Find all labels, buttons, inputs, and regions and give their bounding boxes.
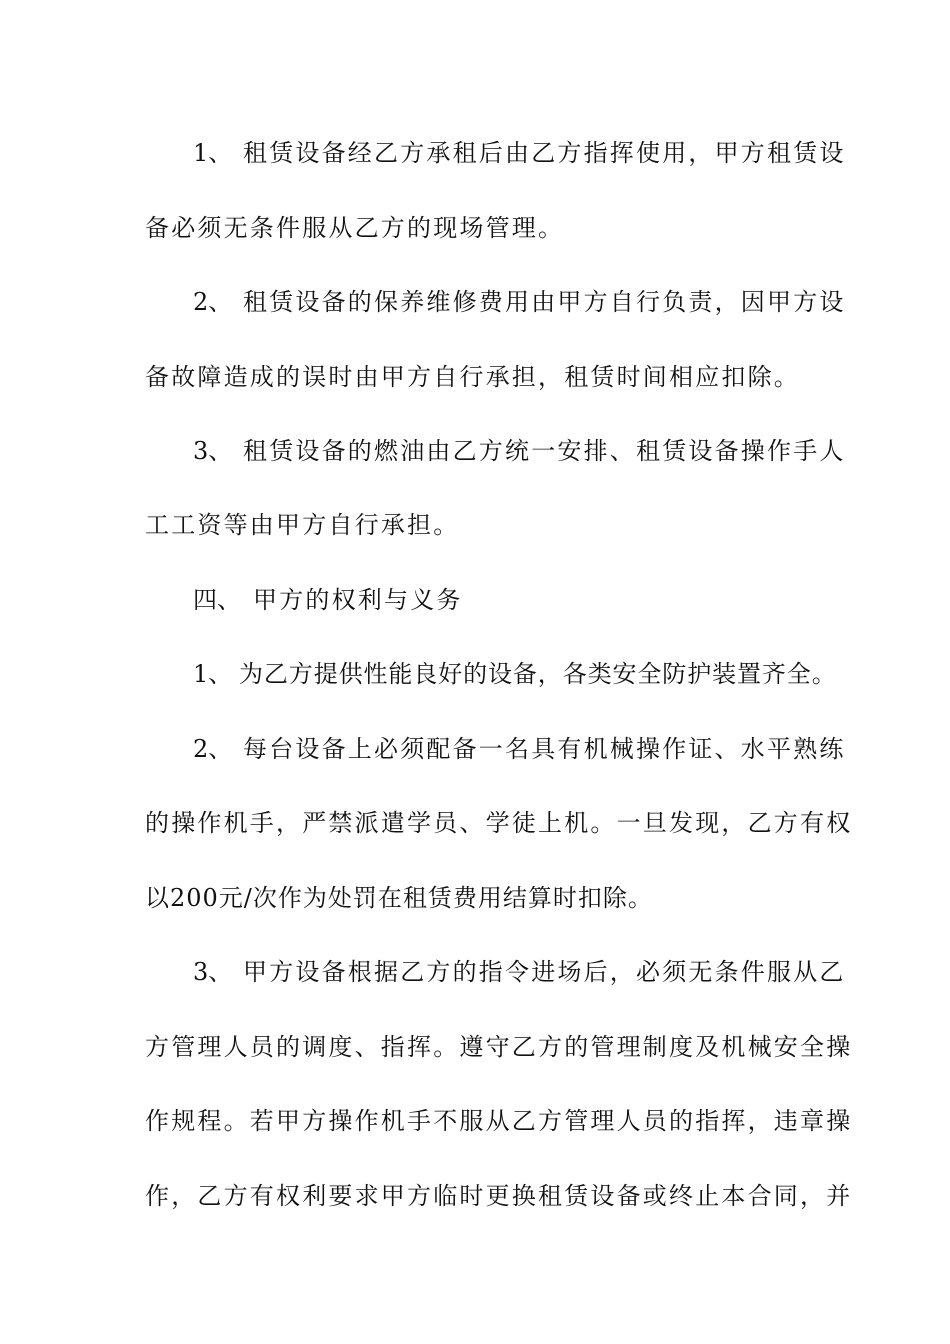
clause-3-2-line-2 <box>145 357 805 397</box>
section-4-heading <box>193 580 805 620</box>
clause-text: 租赁设备的保养维修费用由甲方自行负责，因甲方设 <box>243 288 846 316</box>
clause-4-1-line-1 <box>193 654 837 694</box>
clause-text: 为乙方提供性能良好的设备，各类安全防护装置齐全。 <box>239 660 837 688</box>
clause-3-1-line-2 <box>145 208 805 248</box>
clause-4-2-line-2 <box>145 803 853 843</box>
clause-text: 以200元/次作为处罚在租赁费用结算时扣除。 <box>145 884 653 912</box>
clause-number: 2、 <box>193 735 233 763</box>
clause-text: 每台设备上必须配备一名具有机械操作证、水平熟练 <box>243 735 846 763</box>
clause-4-3-line-2 <box>145 1027 853 1067</box>
clause-text: 工工资等由甲方自行承担。 <box>145 511 460 539</box>
clause-3-3-line-1 <box>193 431 846 471</box>
clause-number: 3、 <box>193 437 233 465</box>
clause-text: 备故障造成的误时由甲方自行承担，租赁时间相应扣除。 <box>145 363 800 391</box>
clause-number: 2、 <box>193 288 233 316</box>
section-title: 甲方的权利与义务 <box>253 586 463 614</box>
clause-text: 作规程。若甲方操作机手不服从乙方管理人员的指挥，违章操 <box>145 1107 853 1135</box>
clause-4-3-line-1 <box>193 952 846 992</box>
clause-4-3-line-4 <box>145 1176 853 1216</box>
clause-3-1-line-1 <box>193 133 846 173</box>
clause-number: 3、 <box>193 958 233 986</box>
clause-text: 租赁设备经乙方承租后由乙方指挥使用，甲方租赁设 <box>243 139 846 167</box>
clause-text: 备必须无条件服从乙方的现场管理。 <box>145 214 565 242</box>
clause-3-3-line-2 <box>145 505 805 545</box>
clause-text: 作，乙方有权利要求甲方临时更换租赁设备或终止本合同，并 <box>145 1182 853 1210</box>
clause-text: 方管理人员的调度、指挥。遵守乙方的管理制度及机械安全操 <box>145 1033 853 1061</box>
clause-4-2-line-3 <box>145 878 805 918</box>
clause-text: 租赁设备的燃油由乙方统一安排、租赁设备操作手人 <box>243 437 846 465</box>
clause-4-3-line-3 <box>145 1101 853 1141</box>
section-number: 四、 <box>193 586 241 614</box>
clause-number: 1、 <box>193 660 233 688</box>
clause-text: 的操作机手，严禁派遣学员、学徒上机。一旦发现，乙方有权 <box>145 809 853 837</box>
clause-4-2-line-1 <box>193 729 846 769</box>
clause-number: 1、 <box>193 139 233 167</box>
clause-text: 甲方设备根据乙方的指令进场后，必须无条件服从乙 <box>243 958 846 986</box>
clause-3-2-line-1 <box>193 282 846 322</box>
